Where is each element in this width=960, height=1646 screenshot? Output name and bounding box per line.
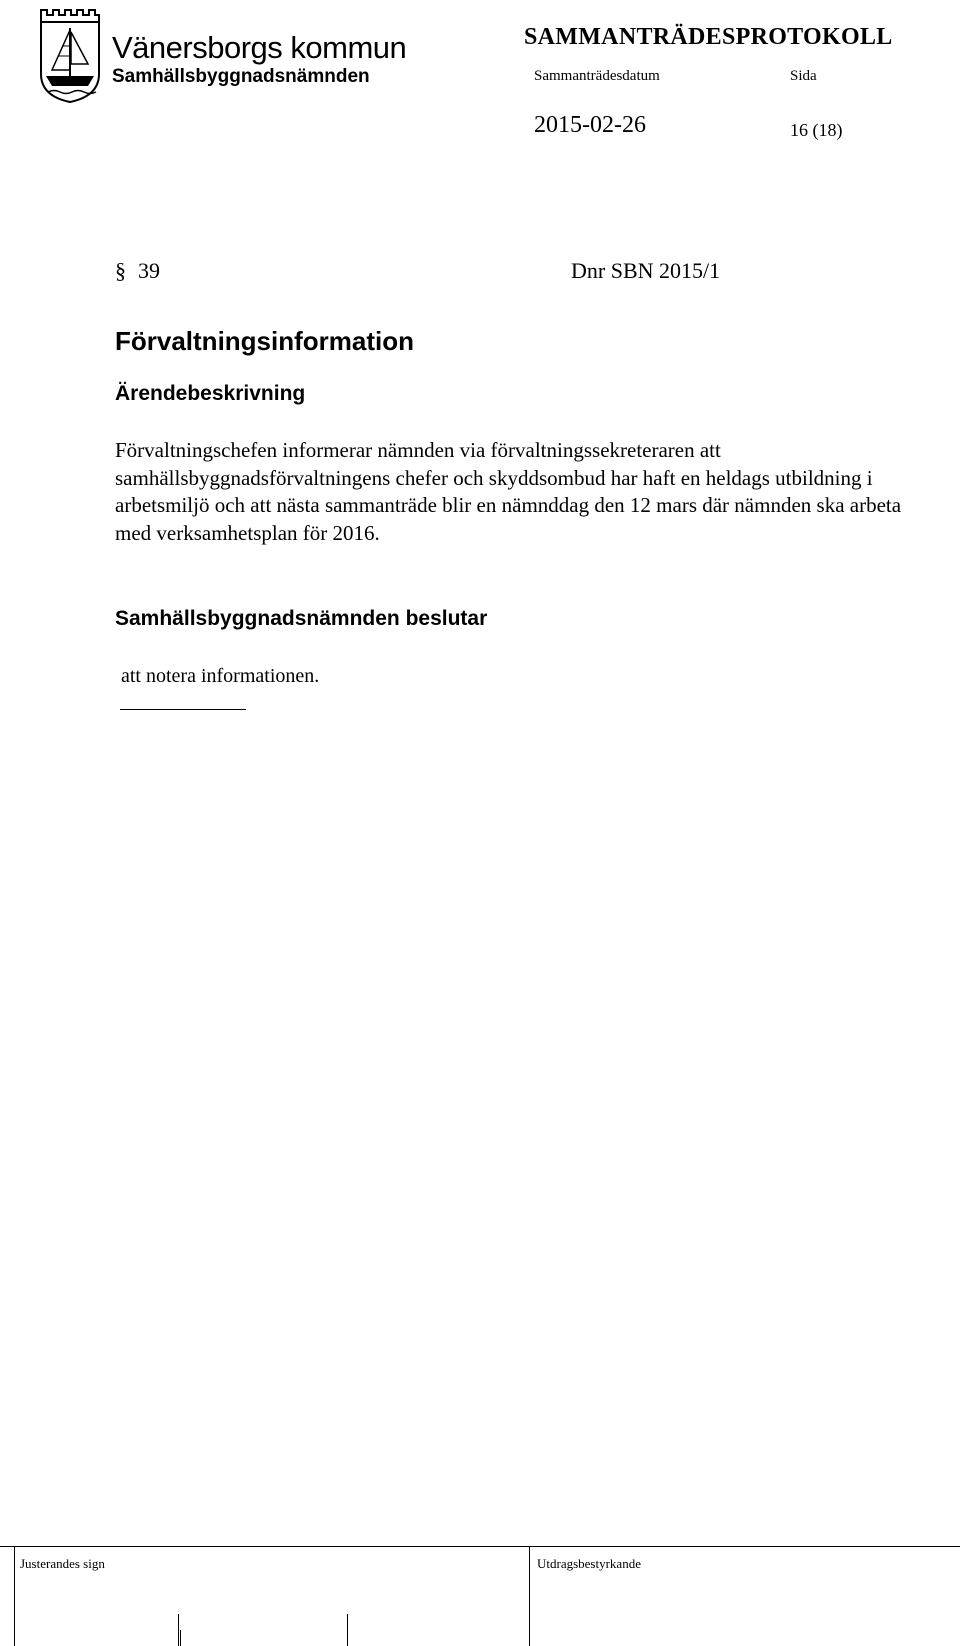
document-type: SAMMANTRÄDESPROTOKOLL	[524, 24, 893, 50]
meeting-date: 2015-02-26	[534, 112, 646, 138]
department-name: Samhällsbyggnadsnämnden	[112, 66, 370, 87]
signature-box-divider-1b	[180, 1630, 181, 1646]
municipality-logo	[38, 4, 102, 104]
page-number: 16 (18)	[790, 120, 843, 140]
decision-text: att notera informationen.	[121, 665, 320, 687]
organization-name: Vänersborgs kommun	[112, 30, 407, 65]
case-description-heading: Ärendebeskrivning	[115, 382, 306, 405]
signature-box-divider-2	[347, 1614, 348, 1646]
footer-rule	[0, 1546, 960, 1547]
footer-divider-middle	[529, 1546, 530, 1646]
meeting-date-label: Sammanträdesdatum	[534, 68, 660, 84]
section-title: Förvaltningsinformation	[115, 326, 414, 356]
decision-heading: Samhällsbyggnadsnämnden beslutar	[115, 607, 488, 630]
paragraph-number: 39	[138, 258, 160, 283]
initials-label: Justerandes sign	[20, 1556, 105, 1571]
extract-certification-label: Utdragsbestyrkande	[537, 1556, 641, 1571]
case-number: Dnr SBN 2015/1	[571, 258, 721, 283]
ship-shield-icon	[38, 4, 102, 104]
paragraph-sign: §	[115, 258, 126, 283]
footer-divider-left	[14, 1546, 15, 1646]
section-end-rule	[120, 709, 246, 710]
signature-box-divider-1	[178, 1614, 179, 1646]
page-label: Sida	[790, 68, 817, 84]
case-description-text: Förvaltningschefen informerar nämnden via förvaltningssekreteraren att samhällsbyggnadsförvaltningens chefer och skyddsombud har haft en heldags utbildning i arbetsmiljö och att nästa sammanträde blir en nämnddag den 12 mars där nämnden ska arbeta med verksamhetsplan för 2016.	[115, 438, 902, 545]
